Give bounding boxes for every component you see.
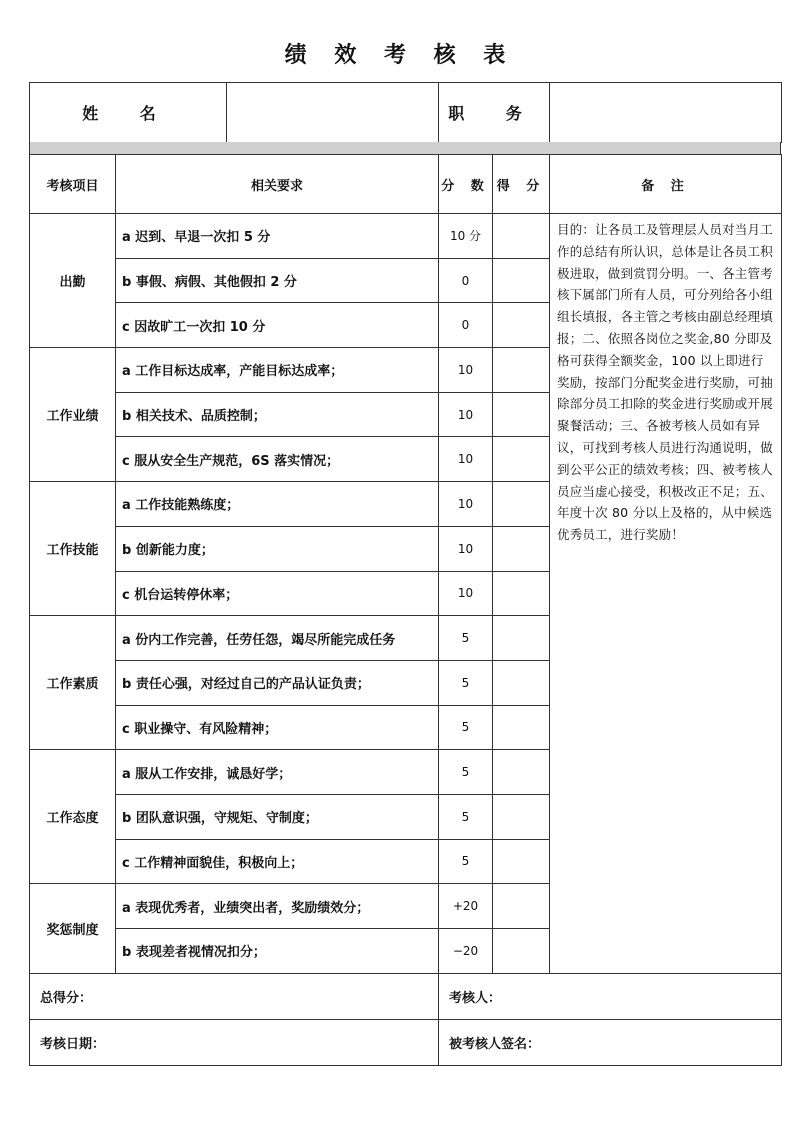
- score-input-cell[interactable]: [493, 526, 550, 571]
- points-cell: 10: [439, 482, 493, 527]
- requirement-cell: b 责任心强，对经过自己的产品认证负责；: [116, 660, 439, 705]
- points-cell: 10: [439, 571, 493, 616]
- score-input-cell[interactable]: [493, 929, 550, 974]
- points-cell: 10: [439, 437, 493, 482]
- requirement-cell: c 服从安全生产规范，6S 落实情况；: [116, 437, 439, 482]
- points-cell: 0: [439, 303, 493, 348]
- col-score-header: 得 分: [493, 155, 550, 214]
- position-label: 职 务: [439, 83, 550, 143]
- requirement-cell: a 份内工作完善，任劳任怨，竭尽所能完成任务: [116, 616, 439, 661]
- score-input-cell[interactable]: [493, 660, 550, 705]
- col-points-header: 分 数: [439, 155, 493, 214]
- requirement-cell: a 工作技能熟练度；: [116, 482, 439, 527]
- header-table: [29, 82, 782, 143]
- score-input-cell[interactable]: [493, 616, 550, 661]
- requirement-cell: c 机台运转停休率；: [116, 571, 439, 616]
- table-row: [30, 214, 782, 259]
- requirement-cell: b 团队意识强，守规矩、守制度；: [116, 794, 439, 839]
- requirement-cell: a 服从工作安排，诚恳好学；: [116, 750, 439, 795]
- points-cell: 5: [439, 616, 493, 661]
- score-input-cell[interactable]: [493, 303, 550, 348]
- points-cell: 5: [439, 839, 493, 884]
- footer-table: [29, 973, 782, 1066]
- score-input-cell[interactable]: [493, 571, 550, 616]
- category-cell: 工作业绩: [30, 348, 116, 482]
- requirement-cell: a 表现优秀者，业绩突出者，奖励绩效分；: [116, 884, 439, 929]
- score-input-cell[interactable]: [493, 348, 550, 393]
- divider-band: [29, 142, 781, 154]
- assessee-signature-field[interactable]: 被考核人签名：: [439, 1020, 782, 1066]
- assessor-field[interactable]: 考核人：: [439, 974, 782, 1020]
- points-cell: 10: [439, 392, 493, 437]
- remarks-cell: 目的：让各员工及管理层人员对当月工作的总结有所认识，总体是让各员工积极进取，做到赏罚分明。一、各主管考核下属部门所有人员，可分列给各小组组长填报，各主管之考核由副总经理填报；二、依照各岗位之奖金,80 分即及格可获得全额奖金，100 以上即进行奖励，按部门分配奖金进行奖励，可抽除部分员工扣除的奖金进行奖励或开展聚餐活动；三、各被考核人员如有异议，可找到考核人员进行沟通说明，做到公平公正的绩效考核；四、被考核人员应当虚心接受，积极改正不足；五、年度十次 80 分以上及格的，从中候选优秀员工，进行奖励！: [550, 214, 782, 974]
- score-input-cell[interactable]: [493, 794, 550, 839]
- col-item-header: 考核项目: [30, 155, 116, 214]
- column-header-row: [30, 155, 782, 214]
- points-cell: 10: [439, 526, 493, 571]
- score-input-cell[interactable]: [493, 839, 550, 884]
- requirement-cell: b 表现差者视情况扣分；: [116, 929, 439, 974]
- category-cell: 工作态度: [30, 750, 116, 884]
- points-cell: −20: [439, 929, 493, 974]
- col-requirement-header: 相关要求: [116, 155, 439, 214]
- assessment-table: [29, 154, 782, 974]
- name-field[interactable]: [227, 83, 439, 143]
- form-title: 绩 效 考 核 表: [284, 43, 516, 68]
- score-input-cell[interactable]: [493, 258, 550, 303]
- points-cell: 5: [439, 705, 493, 750]
- points-cell: 5: [439, 794, 493, 839]
- points-cell: +20: [439, 884, 493, 929]
- score-input-cell[interactable]: [493, 437, 550, 482]
- requirement-cell: c 工作精神面貌佳，积极向上；: [116, 839, 439, 884]
- category-cell: 工作素质: [30, 616, 116, 750]
- score-input-cell[interactable]: [493, 214, 550, 259]
- score-input-cell[interactable]: [493, 392, 550, 437]
- requirement-cell: c 因故旷工一次扣 10 分: [116, 303, 439, 348]
- requirement-cell: b 相关技术、品质控制；: [116, 392, 439, 437]
- requirement-cell: a 迟到、早退一次扣 5 分: [116, 214, 439, 259]
- score-input-cell[interactable]: [493, 705, 550, 750]
- requirement-cell: a 工作目标达成率，产能目标达成率；: [116, 348, 439, 393]
- points-cell: 5: [439, 660, 493, 705]
- total-score-field[interactable]: 总得分：: [30, 974, 439, 1020]
- score-input-cell[interactable]: [493, 884, 550, 929]
- category-cell: 工作技能: [30, 482, 116, 616]
- position-field[interactable]: [550, 83, 782, 143]
- category-cell: 奖惩制度: [30, 884, 116, 973]
- requirement-cell: b 事假、病假、其他假扣 2 分: [116, 258, 439, 303]
- points-cell: 0: [439, 258, 493, 303]
- points-cell: 10 分: [439, 214, 493, 259]
- requirement-cell: c 职业操守、有风险精神；: [116, 705, 439, 750]
- points-cell: 5: [439, 750, 493, 795]
- score-input-cell[interactable]: [493, 482, 550, 527]
- points-cell: 10: [439, 348, 493, 393]
- score-input-cell[interactable]: [493, 750, 550, 795]
- requirement-cell: b 创新能力度；: [116, 526, 439, 571]
- assessment-date-field[interactable]: 考核日期：: [30, 1020, 439, 1066]
- col-remarks-header: 备 注: [550, 155, 782, 214]
- category-cell: 出勤: [30, 214, 116, 348]
- name-label: 姓 名: [30, 83, 227, 143]
